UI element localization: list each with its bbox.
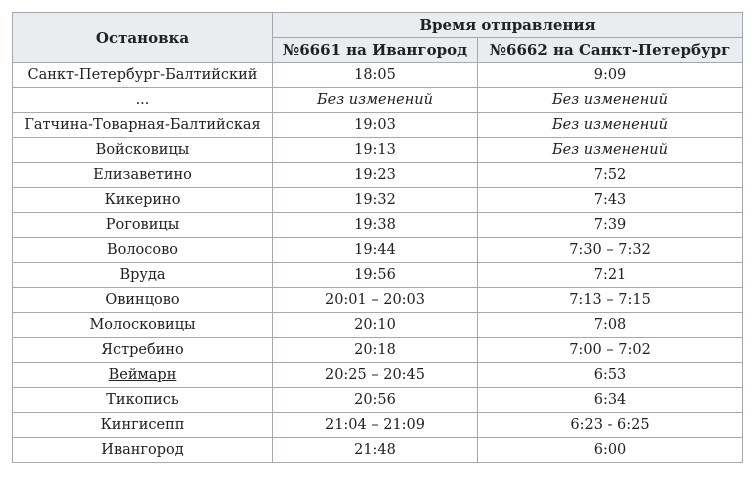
table-row bbox=[13, 113, 743, 138]
cell-train-6661-time: 19:38 bbox=[273, 213, 478, 238]
cell-train-6662-time: 7:39 bbox=[478, 213, 743, 238]
table-row bbox=[13, 138, 743, 163]
cell-train-6661-time: 19:23 bbox=[273, 163, 478, 188]
cell-stop bbox=[13, 363, 273, 388]
cell-stop: Санкт-Петербург-Балтийский bbox=[13, 63, 273, 88]
table-row bbox=[13, 63, 743, 88]
cell-train-6662-time: Без изменений bbox=[478, 88, 743, 113]
cell-train-6661-time: 21:04 – 21:09 bbox=[273, 413, 478, 438]
cell-train-6662-time: 7:13 – 7:15 bbox=[478, 288, 743, 313]
stop-link[interactable]: Веймарн bbox=[108, 367, 177, 383]
cell-train-6662-time: 9:09 bbox=[478, 63, 743, 88]
cell-train-6662-time: 6:00 bbox=[478, 438, 743, 463]
cell-stop: Волосово bbox=[13, 238, 273, 263]
table-row bbox=[13, 413, 743, 438]
cell-train-6662-time: Без изменений bbox=[478, 113, 743, 138]
table-header bbox=[13, 13, 743, 63]
cell-train-6662-time: 7:52 bbox=[478, 163, 743, 188]
header-departure-time: Время отправления bbox=[273, 13, 743, 38]
table-row bbox=[13, 213, 743, 238]
cell-stop: Молосковицы bbox=[13, 313, 273, 338]
cell-train-6661-time: 21:48 bbox=[273, 438, 478, 463]
cell-train-6661-time: 20:10 bbox=[273, 313, 478, 338]
cell-train-6661-time: 20:25 – 20:45 bbox=[273, 363, 478, 388]
cell-train-6661-time: 19:44 bbox=[273, 238, 478, 263]
table-row bbox=[13, 188, 743, 213]
header-train-6662: №6662 на Санкт-Петербург bbox=[478, 38, 743, 63]
table-row bbox=[13, 238, 743, 263]
table-row bbox=[13, 88, 743, 113]
cell-train-6661-time: Без изменений bbox=[273, 88, 478, 113]
cell-train-6661-time: 19:32 bbox=[273, 188, 478, 213]
cell-train-6662-time: 7:30 – 7:32 bbox=[478, 238, 743, 263]
table-row bbox=[13, 438, 743, 463]
cell-train-6662-time: 6:34 bbox=[478, 388, 743, 413]
table-body bbox=[13, 63, 743, 463]
cell-stop: Роговицы bbox=[13, 213, 273, 238]
cell-stop: Овинцово bbox=[13, 288, 273, 313]
cell-train-6661-time: 20:01 – 20:03 bbox=[273, 288, 478, 313]
cell-stop: Гатчина-Товарная-Балтийская bbox=[13, 113, 273, 138]
table-row bbox=[13, 263, 743, 288]
cell-stop: Войсковицы bbox=[13, 138, 273, 163]
header-row bbox=[13, 13, 743, 38]
cell-train-6661-time: 18:05 bbox=[273, 63, 478, 88]
cell-train-6662-time: 7:00 – 7:02 bbox=[478, 338, 743, 363]
table-row bbox=[13, 363, 743, 388]
cell-stop: Вруда bbox=[13, 263, 273, 288]
table-row bbox=[13, 163, 743, 188]
header-stop: Остановка bbox=[13, 13, 273, 63]
table-row bbox=[13, 288, 743, 313]
cell-stop: Ястребино bbox=[13, 338, 273, 363]
cell-stop: Ивангород bbox=[13, 438, 273, 463]
cell-train-6661-time: 20:56 bbox=[273, 388, 478, 413]
cell-train-6662-time: Без изменений bbox=[478, 138, 743, 163]
table-row bbox=[13, 388, 743, 413]
header-train-6661: №6661 на Ивангород bbox=[273, 38, 478, 63]
cell-train-6661-time: 19:13 bbox=[273, 138, 478, 163]
table-row bbox=[13, 338, 743, 363]
cell-train-6661-time: 19:03 bbox=[273, 113, 478, 138]
schedule-table bbox=[12, 12, 743, 463]
cell-stop: ... bbox=[13, 88, 273, 113]
cell-train-6661-time: 19:56 bbox=[273, 263, 478, 288]
cell-train-6662-time: 7:21 bbox=[478, 263, 743, 288]
cell-train-6662-time: 6:53 bbox=[478, 363, 743, 388]
cell-train-6662-time: 6:23 - 6:25 bbox=[478, 413, 743, 438]
cell-stop: Кингисепп bbox=[13, 413, 273, 438]
cell-train-6662-time: 7:43 bbox=[478, 188, 743, 213]
cell-train-6661-time: 20:18 bbox=[273, 338, 478, 363]
cell-stop: Тикопись bbox=[13, 388, 273, 413]
cell-train-6662-time: 7:08 bbox=[478, 313, 743, 338]
cell-stop: Кикерино bbox=[13, 188, 273, 213]
table-row bbox=[13, 313, 743, 338]
cell-stop: Елизаветино bbox=[13, 163, 273, 188]
schedule-container bbox=[12, 12, 742, 463]
